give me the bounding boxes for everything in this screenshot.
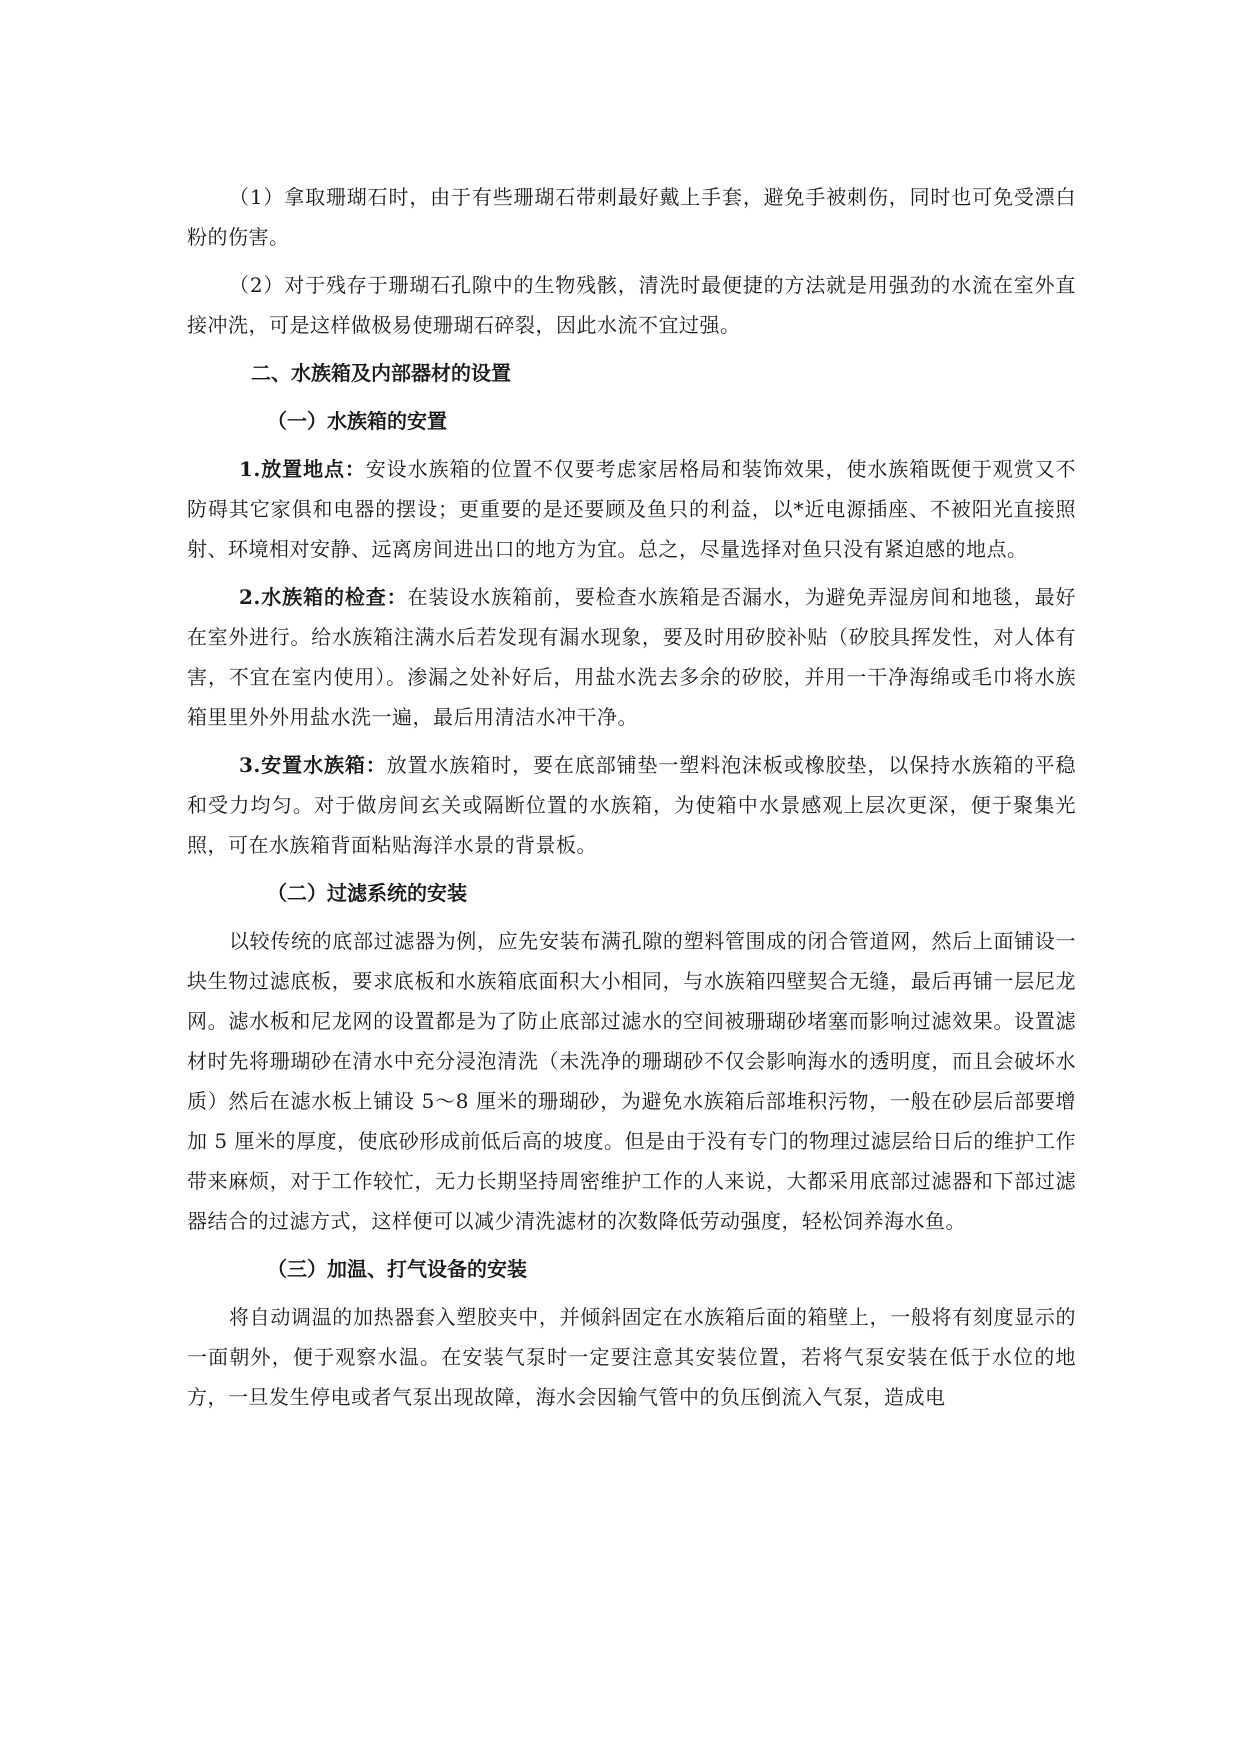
subsection-heading-heating: （三）加温、打气设备的安装 [267,1257,527,1281]
item-text-inspection: 在装设水族箱前，要检查水族箱是否漏水，为避免弄湿房间和地毯，最好在室外进行。给水族箱注满水后若发现有漏水现象，要及时用矽胶补贴（矽胶具挥发性，对人体有害，不宜在室内使用）。渗漏之处补好后，用盐水洗去多余的矽胶，并用一干净海绵或毛巾将水族箱里里外外用盐水洗一遍，最后用清洁水冲干净。 [187,585,1077,729]
document-page [187,177,1076,1425]
subsection-heading-placement: （一）水族箱的安置 [267,409,447,433]
item-lead-location: 1.放置地点： [239,457,366,481]
item-text-location: 安设水族箱的位置不仅要考虑家居格局和装饰效果，使水族箱既便于观赏又不防碍其它家俱和电器的摆设；更重要的是还要顾及鱼只的利益，以*近电源插座、不被阳光直接照射、环境相对安静、远离房间进出口的地方为宜。总之，尽量选择对鱼只没有紧迫感的地点。 [187,457,1076,561]
item-text-installation: 放置水族箱时，要在底部铺垫一塑料泡沫板或橡胶垫，以保持水族箱的平稳和受力均匀。对于做房间玄关或隔断位置的水族箱，为使箱中水景感观上层次更深，便于聚集光照，可在水族箱背面粘贴海洋水景的背景板。 [187,753,1076,857]
paragraph-heating: 将自动调温的加热器套入塑胶夹中，并倾斜固定在水族箱后面的箱壁上，一般将有刻度显示的一面朝外，便于观察水温。在安装气泵时一定要注意其安装位置，若将气泵安装在低于水位的地方，一旦发生停电或者气泵出现故障，海水会因输气管中的负压倒流入气泵，造成电 [187,1305,1076,1409]
paragraph-inspection [187,577,1076,737]
paragraph-coral-gloves: （1）拿取珊瑚石时，由于有些珊瑚石带刺最好戴上手套，避免手被刺伤，同时也可免受漂白粉的伤害。 [187,185,1076,249]
section-heading-aquarium-setup: 二、水族箱及内部器材的设置 [251,361,511,385]
paragraph-location [187,449,1076,569]
item-lead-inspection: 2.水族箱的检查： [239,585,408,609]
paragraph-filter: 以较传统的底部过滤器为例，应先安装布满孔隙的塑料管围成的闭合管道网，然后上面铺设一块生物过滤底板，要求底板和水族箱底面积大小相同，与水族箱四壁契合无缝，最后再铺一层尼龙网。滤水板和尼龙网的设置都是为了防止底部过滤水的空间被珊瑚砂堵塞而影响过滤效果。设置滤材时先将珊瑚砂在清水中充分浸泡清洗（未洗净的珊瑚砂不仅会影响海水的透明度，而且会破坏水质）然后在滤水板上铺设 5～8 厘米的珊瑚砂，为避免水族箱后部堆积污物，一般在砂层后部要增加 5 厘米的厚度，使底砂形成前低后高的坡度。但是由于没有专门的物理过滤层给日后的维护工作带来麻烦，对于工作较忙，无力长期坚持周密维护工作的人来说，大都采用底部过滤器和下部过滤器结合的过滤方式，这样便可以减少清洗滤材的次数降低劳动强度，轻松饲养海水鱼。 [187,929,1076,1233]
item-lead-installation: 3.安置水族箱： [239,753,387,777]
paragraph-coral-rinse: （2）对于残存于珊瑚石孔隙中的生物残骸，清洗时最便捷的方法就是用强劲的水流在室外直接冲洗，可是这样做极易使珊瑚石碎裂，因此水流不宜过强。 [187,273,1076,337]
paragraph-installation [187,745,1076,865]
subsection-heading-filter: （二）过滤系统的安装 [267,881,467,905]
